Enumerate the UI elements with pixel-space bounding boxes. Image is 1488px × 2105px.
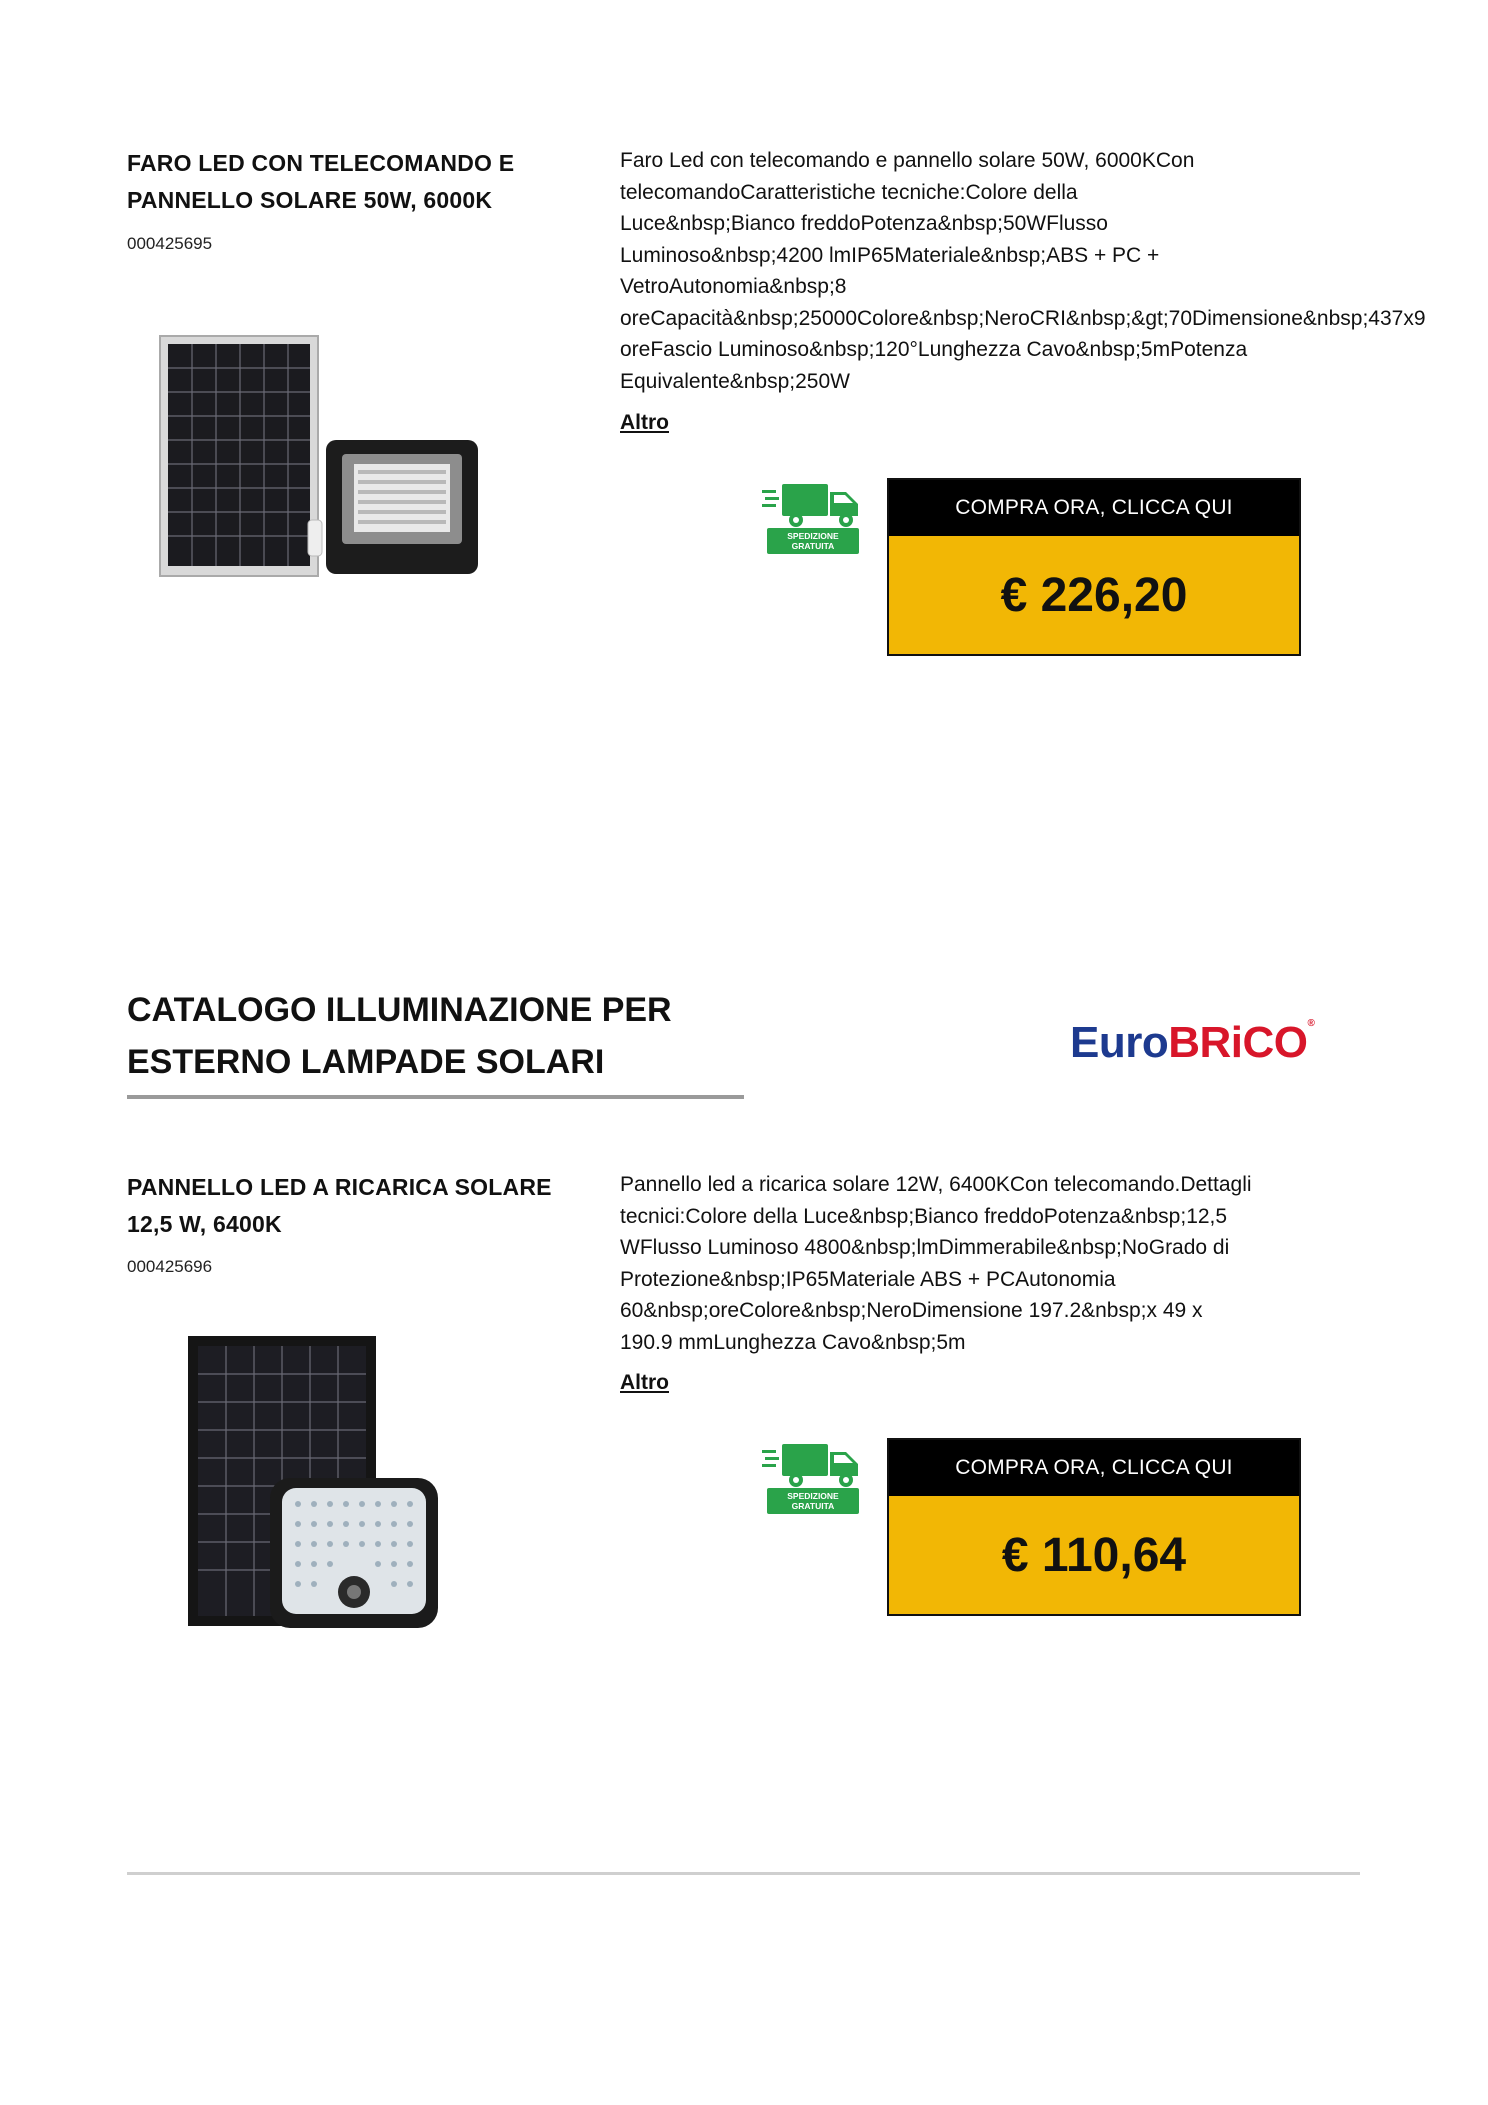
section-divider <box>127 1095 744 1099</box>
logo-brico: BRiCO <box>1168 1018 1308 1067</box>
product-2-title-line-2: 12,5 W, 6400K <box>127 1211 282 1237</box>
product-1-title <box>127 145 577 219</box>
product-2-description-line: Protezione&nbsp;IP65Materiale ABS + PCAutonomia <box>620 1267 1116 1291</box>
product-2-buy-button[interactable] <box>887 1438 1301 1616</box>
product-2-code: 000425696 <box>127 1257 213 1276</box>
bottom-divider <box>127 1872 1360 1875</box>
free-shipping-truck-icon <box>762 1442 862 1514</box>
product-1-image <box>158 330 488 582</box>
product-1-code: 000425695 <box>127 234 213 253</box>
free-shipping-label: GRATUITA <box>791 1501 835 1511</box>
product-2-more-link[interactable]: Altro <box>620 1371 669 1394</box>
product-1-description-line: Luminoso&nbsp;4200 lmIP65Materiale&nbsp;ABS + PC + <box>620 243 1160 267</box>
product-2-description-line: 190.9 mmLunghezza Cavo&nbsp;5m <box>620 1330 966 1354</box>
product-1-more-link[interactable]: Altro <box>620 411 669 434</box>
logo-registered-mark: ® <box>1307 1018 1315 1029</box>
product-1-description-line: oreCapacità&nbsp;25000Colore&nbsp;NeroCRI&nbsp;&gt;70Dimensione&nbsp;437x9 <box>620 306 1426 330</box>
product-1-description-line: VetroAutonomia&nbsp;8 <box>620 275 847 298</box>
product-1-description <box>620 145 1488 397</box>
product-1-title-line-2: PANNELLO SOLARE 50W, 6000K <box>127 187 493 213</box>
product-1-buy-button[interactable] <box>887 478 1301 656</box>
free-shipping-label: GRATUITA <box>791 541 835 551</box>
buy-now-label[interactable]: COMPRA ORA, CLICCA QUI <box>889 480 1299 536</box>
free-shipping-label: SPEDIZIONE <box>787 531 839 541</box>
logo-euro: Euro <box>1070 1018 1169 1067</box>
product-2-description-line: 60&nbsp;oreColore&nbsp;NeroDimensione 197.2&nbsp;x 49 x <box>620 1299 1203 1322</box>
product-2-image <box>180 1330 442 1630</box>
product-1-description-line: telecomandoCaratteristiche tecniche:Colore della <box>620 180 1078 204</box>
product-1-description-line: Luce&nbsp;Bianco freddoPotenza&nbsp;50WFlusso <box>620 212 1108 235</box>
product-1-description-line: Equivalente&nbsp;250W <box>620 369 850 393</box>
section-title-line-1: CATALOGO ILLUMINAZIONE PER <box>127 991 672 1029</box>
product-2-title <box>127 1169 577 1243</box>
free-shipping-label: SPEDIZIONE <box>787 1491 839 1501</box>
product-2-description-line: tecnici:Colore della Luce&nbsp;Bianco freddoPotenza&nbsp;12,5 <box>620 1204 1228 1228</box>
product-2-description-line: Pannello led a ricarica solare 12W, 6400KCon telecomando.Dettagli <box>620 1173 1252 1196</box>
eurobrico-logo <box>1070 1018 1314 1068</box>
free-shipping-truck-icon <box>762 482 862 554</box>
section-title-line-2: ESTERNO LAMPADE SOLARI <box>127 1043 605 1081</box>
product-1-description-line: Faro Led con telecomando e pannello solare 50W, 6000KCon <box>620 149 1195 172</box>
product-1-price[interactable]: € 226,20 <box>1000 569 1188 622</box>
product-2-description <box>620 1169 1488 1358</box>
buy-now-label[interactable]: COMPRA ORA, CLICCA QUI <box>889 1440 1299 1496</box>
product-1-description-line: oreFascio Luminoso&nbsp;120°Lunghezza Cavo&nbsp;5mPotenza <box>620 338 1248 361</box>
product-2-price[interactable]: € 110,64 <box>1001 1529 1187 1582</box>
product-2-description-line: WFlusso Luminoso 4800&nbsp;lmDimmerabile&nbsp;NoGrado di <box>620 1236 1230 1259</box>
section-title <box>127 984 747 1088</box>
product-2-title-line-1: PANNELLO LED A RICARICA SOLARE <box>127 1174 552 1200</box>
product-1-title-line-1: FARO LED CON TELECOMANDO E <box>127 150 515 176</box>
